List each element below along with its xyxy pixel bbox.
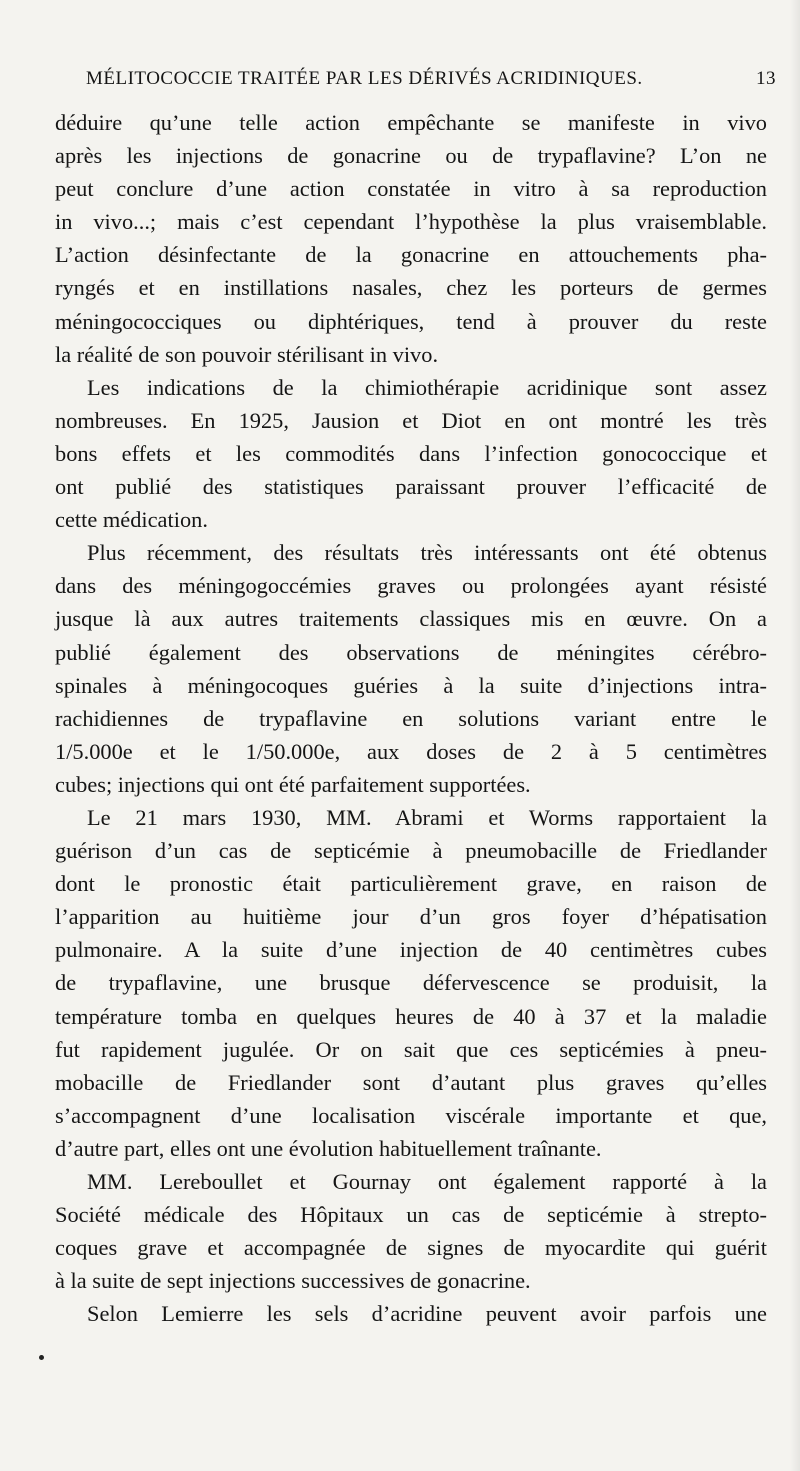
text-line: Les indications de la chimiothérapie acridinique sont assez	[87, 374, 767, 400]
running-title: MÉLITOCOCCIE TRAITÉE PAR LES DÉRIVÉS ACRIDINIQUES.	[86, 68, 643, 89]
text-line: d’autre part, elles ont une évolution habituellement traînante.	[55, 1135, 602, 1161]
page-number: 13	[756, 68, 776, 89]
text-line: spinales à méningocoques guéries à la suite d’injections intra-	[55, 672, 767, 698]
text-line: cette médication.	[55, 507, 208, 533]
body-text	[55, 106, 767, 1330]
text-line: MM. Lereboullet et Gournay ont également rapporté à la	[87, 1169, 767, 1194]
scan-edge-shadow	[790, 0, 800, 1471]
text-line: méningococciques ou diphtériques, tend à prouver du reste	[55, 308, 767, 334]
text-line: la réalité de son pouvoir stérilisant in vivo.	[55, 341, 439, 367]
text-line: bons effets et les commodités dans l’infection gonococcique et	[55, 440, 767, 466]
text-line: s’accompagnent d’une localisation viscérale importante et que,	[55, 1102, 767, 1128]
stray-dot	[39, 1355, 44, 1360]
text-line: coques grave et accompagnée de signes de myocardite qui guérit	[55, 1235, 767, 1261]
text-line: publié également des observations de méningites cérébro-	[55, 639, 767, 665]
text-line: de trypaflavine, une brusque défervescence se produisit, la	[55, 970, 767, 996]
text-line: ont publié des statistiques paraissant prouver l’efficacité de	[55, 474, 767, 500]
text-line: fut rapidement jugulée. Or on sait que ces septicémies à pneu-	[55, 1036, 767, 1062]
text-line: Plus récemment, des résultats très intéressants ont été obtenus	[87, 540, 767, 566]
text-line: dont le pronostic était particulièrement grave, en raison de	[55, 871, 767, 897]
text-line: jusque là aux autres traitements classiques mis en œuvre. On a	[55, 606, 767, 632]
text-line: l’apparition au huitième jour d’un gros foyer d’hépatisation	[55, 904, 767, 930]
text-line: Selon Lemierre les sels d’acridine peuvent avoir parfois une	[87, 1301, 767, 1327]
text-line: nombreuses. En 1925, Jausion et Diot en ont montré les très	[55, 407, 767, 433]
text-line: rachidiennes de trypaflavine en solutions variant entre le	[55, 705, 767, 731]
text-line: cubes; injections qui ont été parfaitement supportées.	[55, 771, 531, 797]
text-line: 1/5.000e et le 1/50.000e, aux doses de 2 à 5 centimètres	[55, 738, 767, 764]
text-line: à la suite de sept injections successives de gonacrine.	[55, 1268, 531, 1294]
text-line: peut conclure d’une action constatée in vitro à sa reproduction	[55, 176, 767, 202]
text-line: ryngés et en instillations nasales, chez les porteurs de germes	[55, 275, 767, 301]
text-line: mobacille de Friedlander sont d’autant plus graves qu’elles	[55, 1069, 767, 1095]
text-line: Société médicale des Hôpitaux un cas de septicémie à strepto-	[55, 1202, 767, 1228]
text-line: in vivo...; mais c’est cependant l’hypothèse la plus vraisemblable.	[55, 209, 767, 235]
text-line: après les injections de gonacrine ou de trypaflavine? L’on ne	[55, 143, 767, 169]
page-header	[86, 64, 776, 100]
text-line: L’action désinfectante de la gonacrine en attouchements pha-	[55, 242, 767, 268]
text-line: déduire qu’une telle action empêchante se manifeste in vivo	[55, 110, 767, 135]
text-line: pulmonaire. A la suite d’une injection de 40 centimètres cubes	[55, 937, 767, 963]
text-line: température tomba en quelques heures de 40 à 37 et la maladie	[55, 1003, 767, 1029]
text-line: guérison d’un cas de septicémie à pneumobacille de Friedlander	[55, 838, 767, 864]
text-line: dans des méningogoccémies graves ou prolongées ayant résisté	[55, 573, 767, 599]
text-line: Le 21 mars 1930, MM. Abrami et Worms rapportaient la	[87, 804, 767, 830]
